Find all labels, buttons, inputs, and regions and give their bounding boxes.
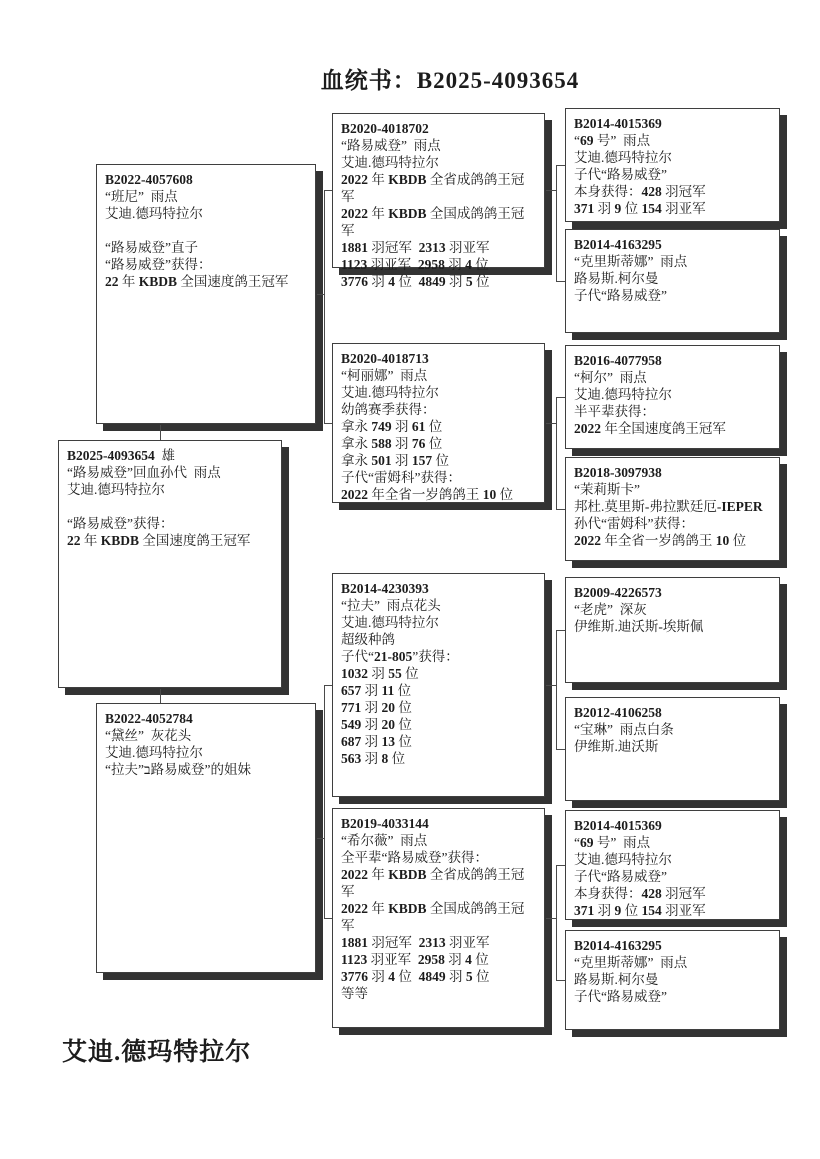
pedigree-text-line: 路易斯.柯尔曼 [574, 271, 659, 286]
connector-line [324, 423, 332, 424]
pedigree-text-line: 拿永 501 羽 157 位 [341, 453, 449, 468]
pedigree-text-line: 2022 年全省一岁鸽鸽王 10 位 [574, 533, 747, 548]
pedigree-text-line: 563 羽 8 位 [341, 751, 406, 766]
pedigree-text-line: B2014-4015369 [574, 818, 662, 833]
connector-line [160, 689, 161, 703]
pedigree-text-line: 半平辈获得： [574, 404, 655, 419]
pedigree-box-great-grandparent-3 [565, 345, 780, 449]
pedigree-text-line: “拉夫” 雨点花头 [341, 598, 441, 613]
pedigree-text-line: 22 年 KBDB 全国速度鸽王冠军 [105, 274, 289, 289]
pedigree-text-line: 2022 年 KBDB 全省成鸽鸽王冠军 [341, 867, 525, 899]
pedigree-text-line: 2022 年 KBDB 全国成鸽鸽王冠军 [341, 206, 525, 238]
pedigree-text-line: B2025-4093654 雄 [67, 448, 175, 463]
connector-line [556, 630, 557, 749]
breeder-signature: 艾迪.德玛特拉尔 [62, 1039, 252, 1066]
pedigree-text-line: “柯尔” 雨点 [574, 370, 647, 385]
pedigree-text-line: “路易威登”获得： [67, 516, 174, 531]
pedigree-text-line: “克里斯蒂娜” 雨点 [574, 254, 688, 269]
connector-line [324, 190, 332, 191]
pedigree-text-line: “柯丽娜” 雨点 [341, 368, 428, 383]
connector-line [324, 685, 325, 918]
pedigree-text-line: 路易斯.柯尔曼 [574, 972, 659, 987]
pedigree-text-line: 艾迪.德玛特拉尔 [341, 615, 439, 630]
pedigree-text-line: 艾迪.德玛特拉尔 [574, 150, 672, 165]
pedigree-text-line: 1881 羽冠军 2313 羽亚军 [341, 240, 490, 255]
pedigree-text-line: 2022 年全省一岁鸽鸽王 10 位 [341, 487, 514, 502]
pedigree-text-line: 1032 羽 55 位 [341, 666, 419, 681]
pedigree-text-line: B2012-4106258 [574, 705, 662, 720]
connector-line [556, 865, 565, 866]
pedigree-box-great-grandparent-5 [565, 577, 780, 683]
pedigree-text-line: B2018-3097938 [574, 465, 662, 480]
pedigree-text-line: “拉夫”ב路易威登”的姐妹 [105, 762, 251, 777]
connector-line [556, 980, 565, 981]
pedigree-text-line: 拿永 749 羽 61 位 [341, 419, 443, 434]
pedigree-text-line: 全平辈“路易威登”获得： [341, 850, 488, 865]
pedigree-text-line: 371 羽 9 位 154 羽亚军 [574, 903, 706, 918]
pedigree-box-subject [58, 440, 282, 688]
connector-line [546, 918, 556, 919]
pedigree-text-line: B2014-4163295 [574, 237, 662, 252]
pedigree-text-line: 子代“路易威登” [574, 869, 667, 884]
pedigree-text-line: 子代“21-805”获得： [341, 649, 459, 664]
pedigree-text-line: “69 号” 雨点 [574, 835, 651, 850]
pedigree-text-line: 子代“路易威登” [574, 167, 667, 182]
pedigree-text-line: 3776 羽 4 位 4849 羽 5 位 [341, 969, 490, 984]
pedigree-text-line: “希尔薇” 雨点 [341, 833, 428, 848]
connector-line [546, 685, 556, 686]
pedigree-text-line: B2022-4057608 [105, 172, 193, 187]
pedigree-text-line: 艾迪.德玛特拉尔 [105, 206, 203, 221]
connector-line [324, 685, 332, 686]
pedigree-text-line: “路易威登”获得： [105, 257, 212, 272]
pedigree-text-line: 等等 [341, 986, 368, 1001]
pedigree-text-line: 2022 年 KBDB 全省成鸽鸽王冠军 [341, 172, 525, 204]
pedigree-text-line: 1123 羽亚军 2958 羽 4 位 [341, 952, 489, 967]
pedigree-text-line: 771 羽 20 位 [341, 700, 412, 715]
connector-line [556, 165, 565, 166]
pedigree-text-line: 3776 羽 4 位 4849 羽 5 位 [341, 274, 490, 289]
pedigree-text-line [67, 498, 273, 515]
pedigree-text-line: 伊维斯.迪沃斯 [574, 739, 659, 754]
connector-line [556, 865, 557, 980]
pedigree-text-line: “班尼” 雨点 [105, 189, 178, 204]
pedigree-box-great-grandparent-1 [565, 108, 780, 222]
pedigree-text-line: 拿永 588 羽 76 位 [341, 436, 443, 451]
pedigree-text-line: B2009-4226573 [574, 585, 662, 600]
pedigree-box-grandparent-2 [332, 343, 545, 503]
connector-line [324, 190, 325, 423]
pedigree-text-line: 艾迪.德玛特拉尔 [67, 482, 165, 497]
pedigree-box-great-grandparent-6 [565, 697, 780, 801]
pedigree-text-line: B2020-4018713 [341, 351, 429, 366]
connector-line [324, 918, 332, 919]
pedigree-text-line: 伊维斯.迪沃斯-埃斯佩 [574, 619, 704, 634]
pedigree-box-grandparent-3 [332, 573, 545, 797]
pedigree-text-line: B2022-4052784 [105, 711, 193, 726]
connector-line [160, 425, 161, 440]
connector-line [556, 165, 557, 281]
pedigree-text-line: 子代“路易威登” [574, 989, 667, 1004]
pedigree-text-line: 幼鸽赛季获得： [341, 402, 436, 417]
pedigree-text-line: “宝琳” 雨点白条 [574, 722, 674, 737]
pedigree-text-line: 子代“雷姆科”获得： [341, 470, 461, 485]
pedigree-text-line: 687 羽 13 位 [341, 734, 412, 749]
pedigree-text-line: 1881 羽冠军 2313 羽亚军 [341, 935, 490, 950]
pedigree-text-line: 549 羽 20 位 [341, 717, 412, 732]
pedigree-text-line: “路易威登” 雨点 [341, 138, 441, 153]
pedigree-box-great-grandparent-2 [565, 229, 780, 333]
pedigree-text-line: B2014-4163295 [574, 938, 662, 953]
connector-line [556, 281, 565, 282]
pedigree-text-line: “69 号” 雨点 [574, 133, 651, 148]
pedigree-text-line: 艾迪.德玛特拉尔 [574, 387, 672, 402]
pedigree-text-line: 孙代“雷姆科”获得： [574, 516, 694, 531]
pedigree-text-line: 邦杜.莫里斯-弗拉默廷厄-IEPER [574, 499, 763, 514]
pedigree-text-line: 子代“路易威登” [574, 288, 667, 303]
pedigree-text-line: “茉莉斯卡” [574, 482, 640, 497]
pedigree-text-line: B2020-4018702 [341, 121, 429, 136]
pedigree-text-line: 1123 羽亚军 2958 羽 4 位 [341, 257, 489, 272]
connector-line [556, 509, 565, 510]
connector-line [556, 397, 565, 398]
pedigree-box-grandparent-4 [332, 808, 545, 1028]
pedigree-text-line: 2022 年 KBDB 全国成鸽鸽王冠军 [341, 901, 525, 933]
connector-line [556, 630, 565, 631]
pedigree-text-line: 本身获得：428 羽冠军 [574, 886, 706, 901]
pedigree-box-sire [96, 164, 316, 424]
pedigree-text-line: 艾迪.德玛特拉尔 [574, 852, 672, 867]
connector-line [546, 423, 556, 424]
document-title: 血统书：B2025-4093654 [320, 68, 580, 93]
pedigree-text-line: 657 羽 11 位 [341, 683, 412, 698]
pedigree-text-line: “老虎” 深灰 [574, 602, 647, 617]
pedigree-text-line: “克里斯蒂娜” 雨点 [574, 955, 688, 970]
pedigree-text-line [105, 222, 307, 239]
pedigree-box-great-grandparent-4 [565, 457, 780, 561]
pedigree-text-line: “路易威登”直子 [105, 240, 198, 255]
pedigree-box-great-grandparent-8 [565, 930, 780, 1030]
pedigree-text-line: B2014-4230393 [341, 581, 429, 596]
pedigree-text-line: 艾迪.德玛特拉尔 [105, 745, 203, 760]
pedigree-text-line: 22 年 KBDB 全国速度鸽王冠军 [67, 533, 251, 548]
pedigree-text-line: B2019-4033144 [341, 816, 429, 831]
pedigree-box-great-grandparent-7 [565, 810, 780, 920]
pedigree-text-line: 2022 年全国速度鸽王冠军 [574, 421, 726, 436]
pedigree-text-line: 371 羽 9 位 154 羽亚军 [574, 201, 706, 216]
pedigree-text-line: 超级种鸽 [341, 632, 395, 647]
pedigree-text-line: “黛丝” 灰花头 [105, 728, 192, 743]
connector-line [556, 749, 565, 750]
pedigree-text-line: 本身获得：428 羽冠军 [574, 184, 706, 199]
connector-line [546, 190, 556, 191]
pedigree-text-line: 艾迪.德玛特拉尔 [341, 155, 439, 170]
pedigree-box-dam [96, 703, 316, 973]
pedigree-text-line: B2014-4015369 [574, 116, 662, 131]
pedigree-text-line: B2016-4077958 [574, 353, 662, 368]
pedigree-text-line: 艾迪.德玛特拉尔 [341, 385, 439, 400]
connector-line [556, 397, 557, 509]
pedigree-text-line: “路易威登”回血孙代 雨点 [67, 465, 221, 480]
pedigree-box-grandparent-1 [332, 113, 545, 289]
